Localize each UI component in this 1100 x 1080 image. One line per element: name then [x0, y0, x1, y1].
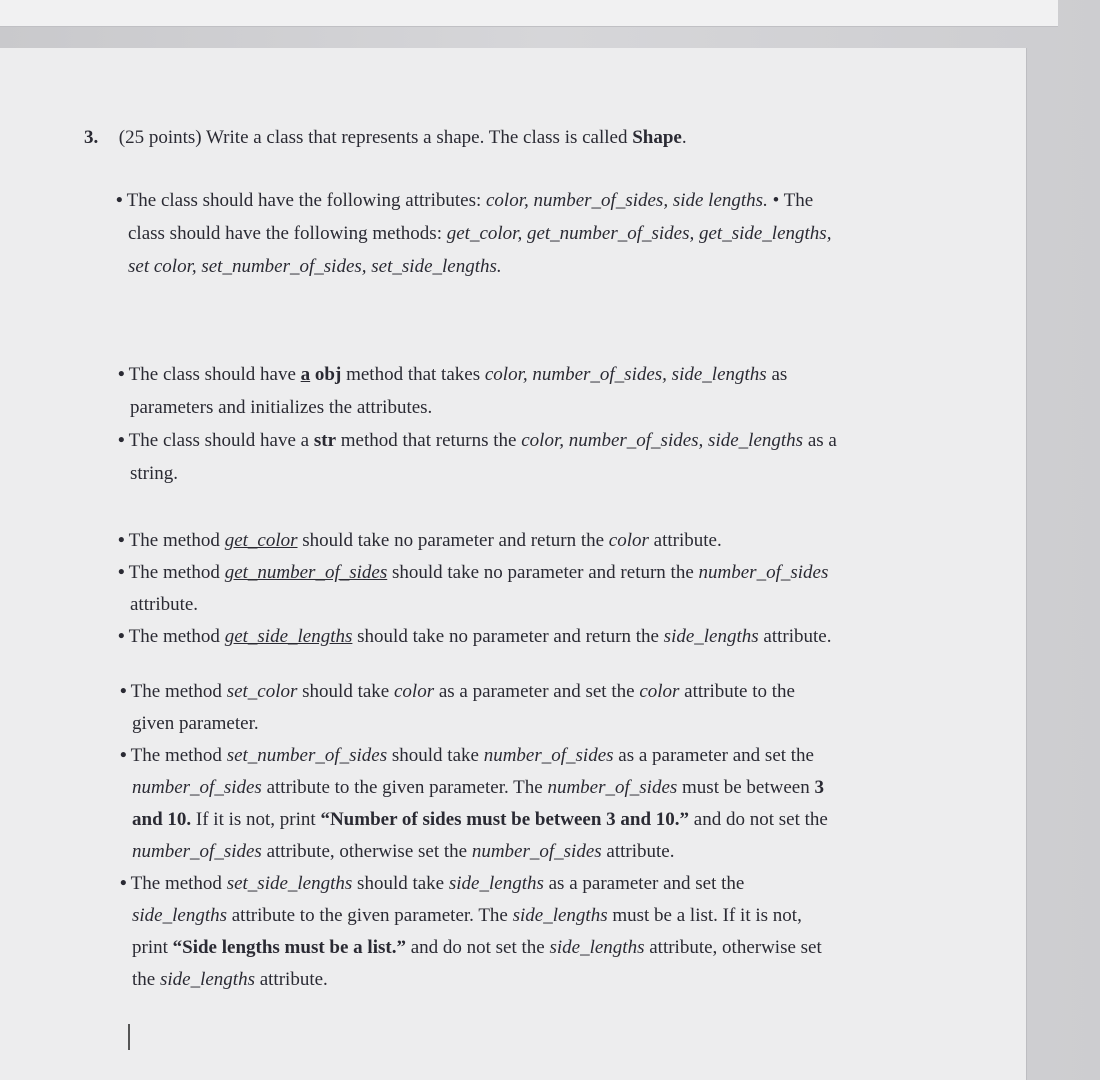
italic-text: get_color, get_number_of_sides, get_side_lengths, [446, 223, 832, 244]
previous-card [0, 0, 1058, 27]
italic-text: side_lengths [132, 905, 227, 926]
italic-text: number_of_sides [132, 777, 262, 798]
text: parameters and initializes the attributes. [130, 397, 433, 418]
text: should take no parameter and return the [297, 530, 609, 551]
question-text: (25 points) Write a class that represents a shape. The class is called [118, 127, 633, 148]
text: should take no parameter and return the [352, 626, 664, 647]
text: The method [130, 873, 227, 894]
text: method that takes [341, 364, 485, 385]
italic-text: side_lengths [448, 873, 544, 894]
bold-text: 3 [814, 777, 824, 798]
italic-text: number_of_sides [471, 841, 602, 862]
bullet: • [120, 681, 127, 702]
text-cursor[interactable] [128, 1024, 130, 1050]
constructor-paragraph [118, 358, 837, 490]
text: attribute. [130, 594, 199, 615]
text: attribute to the [679, 681, 795, 702]
text: The method [128, 562, 225, 583]
setters-paragraph [120, 676, 828, 996]
italic-text: color, number_of_sides, side lengths. [486, 190, 768, 211]
italic-text: set_color [226, 681, 298, 702]
italic-text: color [639, 681, 680, 702]
text: attribute. [648, 530, 722, 551]
italic-text: side_lengths [512, 905, 608, 926]
italic-text: side_lengths [159, 969, 255, 990]
italic-text: number_of_sides [698, 562, 829, 583]
attributes-paragraph [116, 184, 831, 283]
text: as a parameter and set the [543, 873, 745, 894]
getters-paragraph [118, 525, 831, 653]
question-heading [84, 126, 984, 150]
bullet: • [118, 530, 125, 551]
bullet: • [118, 364, 125, 385]
text: method that returns the [336, 430, 522, 451]
bold-text: str [313, 430, 337, 451]
text: and do not set the [405, 937, 550, 958]
italic-text: color, number_of_sides, side_lengths [484, 364, 767, 385]
text: attribute, otherwise set the [261, 841, 472, 862]
text: The method [130, 681, 227, 702]
text: the [132, 969, 160, 990]
text: The class should have a [128, 430, 314, 451]
text: The method [130, 745, 227, 766]
italic-text: get_number_of_sides [224, 562, 388, 583]
text: The method [128, 530, 225, 551]
text: as a parameter and set the [434, 681, 640, 702]
italic-text: number_of_sides [132, 841, 262, 862]
italic-text: side_lengths [663, 626, 759, 647]
text: should take [387, 745, 484, 766]
italic-text: color, number_of_sides, side_lengths [521, 430, 804, 451]
italic-text: number_of_sides [483, 745, 614, 766]
text: and do not set the [689, 809, 828, 830]
bullet: • [118, 562, 125, 583]
bold-text: and 10. [132, 809, 192, 830]
text: attribute, otherwise set [644, 937, 822, 958]
text: should take no parameter and return the [387, 562, 699, 583]
text: must be a list. If it is not, [607, 905, 802, 926]
bold-text: a [300, 364, 311, 385]
text: print [132, 937, 173, 958]
text: attribute to the given parameter. The [227, 905, 513, 926]
text: given parameter. [132, 713, 259, 734]
text: attribute. [601, 841, 675, 862]
italic-text: set_side_lengths [226, 873, 353, 894]
question-period: . [681, 127, 687, 148]
text: • The [772, 190, 814, 211]
question-number: 3. [84, 127, 99, 148]
text: must be between [677, 777, 815, 798]
italic-text: color [393, 681, 435, 702]
italic-text: set color, set_number_of_sides, set_side_lengths. [128, 256, 502, 277]
text: class should have the following methods: [128, 223, 447, 244]
text: as [766, 364, 788, 385]
text: string. [130, 463, 179, 484]
bullet: • [118, 430, 125, 451]
text: should take [352, 873, 449, 894]
bold-text: “Number of sides must be between 3 and 10.” [320, 809, 690, 830]
bullet: • [120, 745, 127, 766]
bullet: • [118, 626, 125, 647]
italic-text: color [608, 530, 649, 551]
text: The class should have [128, 364, 301, 385]
text: attribute. [758, 626, 832, 647]
text: attribute to the given parameter. The [261, 777, 548, 798]
italic-text: get_side_lengths [224, 626, 353, 647]
text: should take [297, 681, 394, 702]
text: The method [128, 626, 225, 647]
class-name: Shape [632, 127, 682, 148]
text: attribute. [254, 969, 328, 990]
bold-text: obj [314, 364, 342, 385]
bold-text: “Side lengths must be a list.” [172, 937, 406, 958]
text: The class should have the following attributes: [126, 190, 486, 211]
italic-text: set_number_of_sides [226, 745, 388, 766]
bullet: • [120, 873, 127, 894]
text: as a parameter and set the [613, 745, 814, 766]
bullet: • [116, 190, 123, 211]
italic-text: side_lengths [549, 937, 645, 958]
text: If it is not, print [191, 809, 321, 830]
text: as a [803, 430, 837, 451]
italic-text: number_of_sides [547, 777, 678, 798]
italic-text: get_color [224, 530, 298, 551]
